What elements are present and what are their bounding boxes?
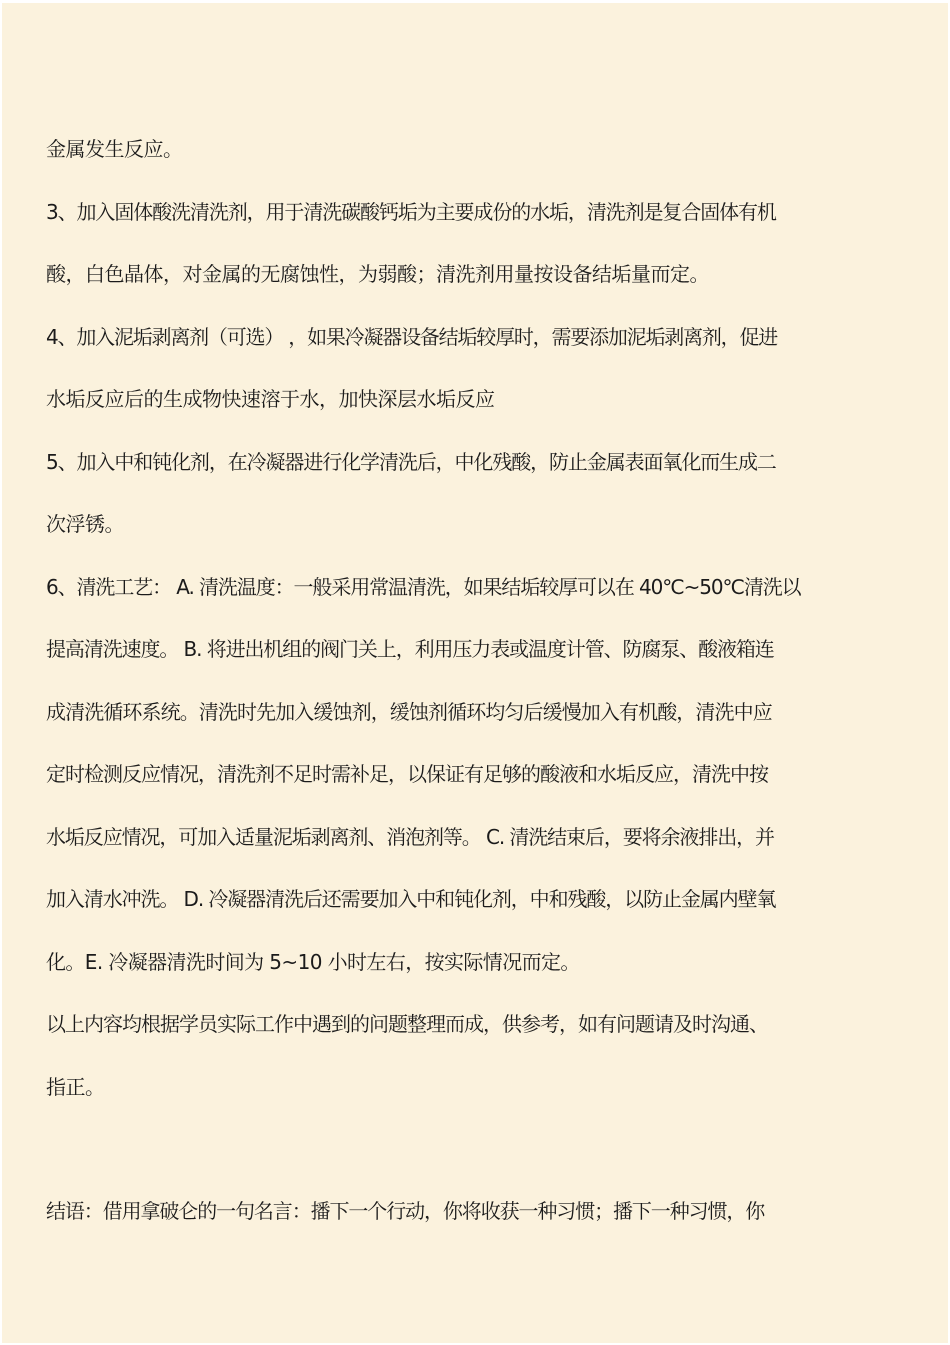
- document-page: [2, 3, 948, 1343]
- text-line-7: 次浮锈。: [46, 512, 124, 536]
- text-line-1: 金属发生反应。: [46, 137, 183, 161]
- text-line-3: 酸，白色晶体，对金属的无腐蚀性，为弱酸；清洗剂用量按设备结垢量而定。: [46, 262, 709, 286]
- text-line-10: 成清洗循环系统。清洗时先加入缓蚀剂，缓蚀剂循环均匀后缓慢加入有机酸，清洗中应: [46, 700, 772, 724]
- text-line-9: 提高清洗速度。 B. 将进出机组的阀门关上，利用压力表或温度计管、防腐泵、酸液箱连: [46, 637, 774, 661]
- text-line-2: 3、加入固体酸洗清洗剂，用于清洗碳酸钙垢为主要成份的水垢，清洗剂是复合固体有机: [46, 200, 776, 224]
- text-line-15: 以上内容均根据学员实际工作中遇到的问题整理而成，供参考，如有问题请及时沟通、: [46, 1012, 768, 1036]
- text-line-11: 定时检测反应情况，清洗剂不足时需补足，以保证有足够的酸液和水垢反应，清洗中按: [46, 762, 768, 786]
- text-line-17: 结语：借用拿破仑的一句名言：播下一个行动，你将收获一种习惯；播下一种习惯，你: [46, 1199, 765, 1223]
- text-line-6: 5、加入中和钝化剂，在冷凝器进行化学清洗后，中化残酸，防止金属表面氧化而生成二: [46, 450, 776, 474]
- text-line-5: 水垢反应后的生成物快速溶于水，加快深层水垢反应: [46, 387, 495, 411]
- text-line-14: 化。E. 冷凝器清洗时间为 5~10 小时左右，按实际情况而定。: [46, 950, 580, 974]
- text-line-12: 水垢反应情况，可加入适量泥垢剥离剂、消泡剂等。 C. 清洗结束后，要将余液排出，并: [46, 825, 774, 849]
- text-line-16: 指正。: [46, 1075, 105, 1099]
- text-line-4: 4、加入泥垢剥离剂（可选） ，如果冷凝器设备结垢较厚时，需要添加泥垢剥离剂，促进: [46, 325, 778, 349]
- text-line-8: 6、清洗工艺： A. 清洗温度：一般采用常温清洗，如果结垢较厚可以在 40℃~50℃清洗以: [46, 575, 801, 599]
- text-line-13: 加入清水冲洗。 D. 冷凝器清洗后还需要加入中和钝化剂，中和残酸，以防止金属内壁氧: [46, 887, 776, 911]
